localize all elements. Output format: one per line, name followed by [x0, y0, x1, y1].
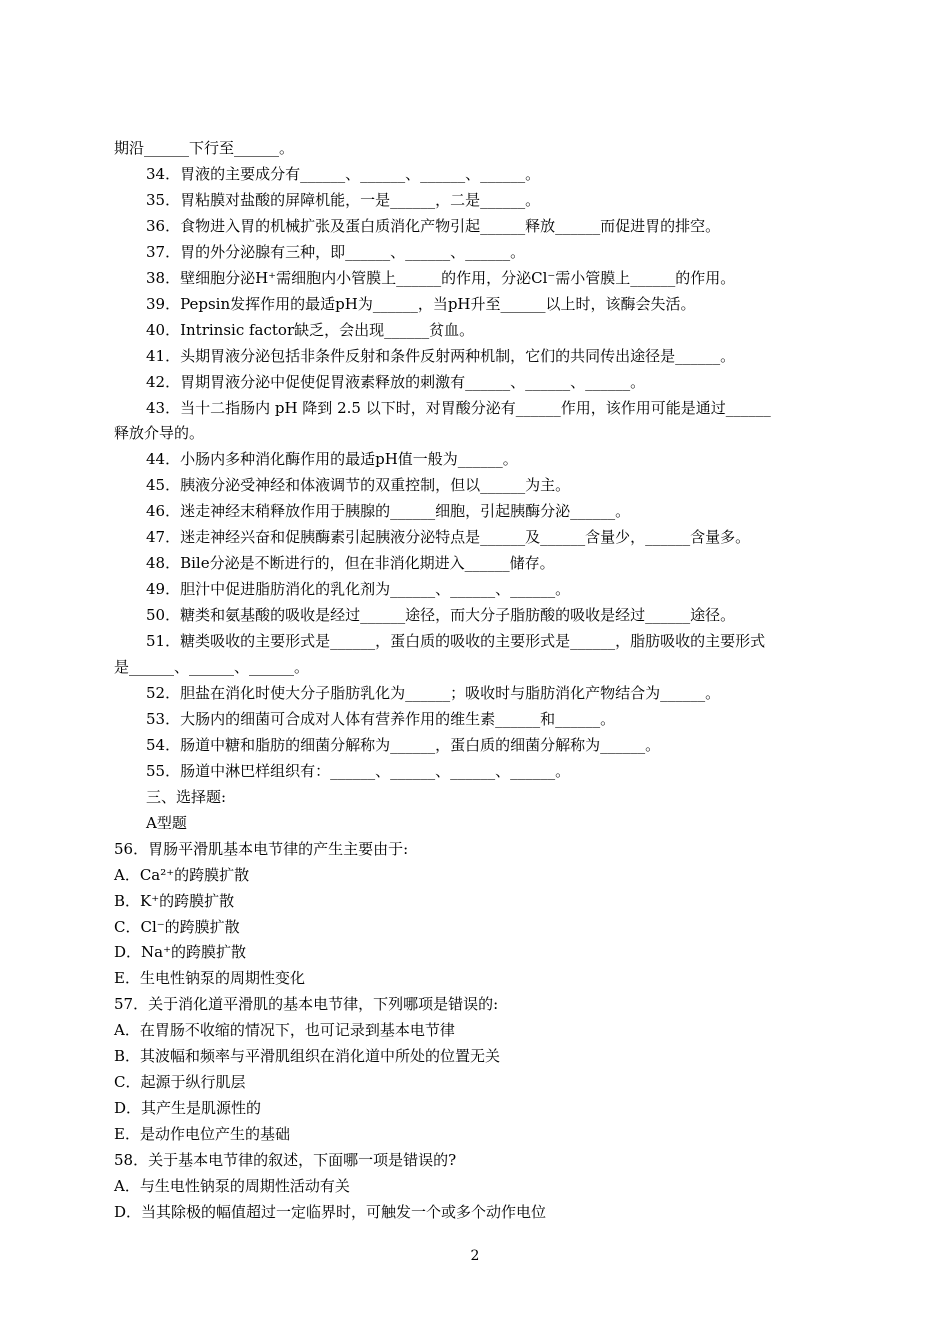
- text-line: A型题: [146, 813, 187, 832]
- text-line: 46．迷走神经末稍释放作用于胰腺的______细胞，引起胰酶分泌______。: [146, 502, 631, 521]
- text-line: 57．关于消化道平滑肌的基本电节律，下列哪项是错误的:: [114, 995, 499, 1014]
- text-line: 期沿______下行至______。: [114, 139, 295, 157]
- text-line: 三、选择题:: [146, 787, 227, 806]
- text-line: B．其波幅和频率与平滑肌组织在消化道中所处的位置无关: [114, 1047, 501, 1066]
- text-line: 释放介导的。: [114, 424, 205, 443]
- text-line: 36．食物进入胃的机械扩张及蛋白质消化产物引起______释放______而促进胃的排空。: [146, 216, 721, 235]
- text-line: 34．胃液的主要成分有______、______、______、______。: [146, 164, 541, 183]
- text-line: 54．肠道中糖和脂肪的细菌分解称为______，蛋白质的细菌分解称为______。: [146, 735, 661, 754]
- text-line: C．Cl⁻的跨膜扩散: [114, 917, 240, 936]
- text-line: 是______、______、______。: [114, 658, 310, 676]
- text-line: C．起源于纵行肌层: [114, 1073, 246, 1092]
- text-line: 51．糖类吸收的主要形式是______，蛋白质的吸收的主要形式是______，脂肪吸收的主要形式: [146, 632, 766, 651]
- text-line: 39．Pepsin发挥作用的最适pH为______，当pH升至______以上时，该酶会失活。: [146, 294, 696, 313]
- text-line: 35．胃粘膜对盐酸的屏障机能，一是______，二是______。: [146, 190, 541, 209]
- text-line: 56．胃肠平滑肌基本电节律的产生主要由于:: [114, 839, 409, 858]
- text-line: B．K⁺的跨膜扩散: [114, 891, 235, 910]
- text-line: A．Ca²⁺的跨膜扩散: [114, 865, 250, 884]
- text-line: A．在胃肠不收缩的情况下，也可记录到基本电节律: [114, 1021, 455, 1040]
- text-line: D．其产生是肌源性的: [114, 1099, 262, 1118]
- text-line: 41．头期胃液分泌包括非条件反射和条件反射两种机制，它们的共同传出途径是______。: [146, 346, 736, 365]
- text-line: E．生电性钠泵的周期性变化: [114, 969, 305, 988]
- text-line: 47．迷走神经兴奋和促胰酶素引起胰液分泌特点是______及______含量少，______含量多。: [146, 528, 751, 547]
- text-line: 38．壁细胞分泌H⁺需细胞内小管膜上______的作用，分泌Cl⁻需小管膜上______的作用。: [146, 268, 736, 287]
- text-line: 40．Intrinsic factor缺乏，会出现______贫血。: [146, 320, 475, 339]
- text-line: 45．胰液分泌受神经和体液调节的双重控制，但以______为主。: [146, 476, 571, 495]
- text-line: 55．肠道中淋巴样组织有：______、______、______、______。: [146, 761, 571, 780]
- text-line: 37．胃的外分泌腺有三种，即______、______、______。: [146, 242, 526, 261]
- text-line: 43．当十二指肠内 pH 降到 2.5 以下时，对胃酸分泌有______作用，该作用可能是通过______: [146, 398, 771, 417]
- text-line: 58．关于基本电节律的叙述，下面哪一项是错误的?: [114, 1151, 457, 1170]
- text-line: 49．胆汁中促进脂肪消化的乳化剂为______、______、______。: [146, 580, 571, 599]
- page-number: 2: [470, 1248, 480, 1264]
- text-line: 48．Bile分泌是不断进行的，但在非消化期进入______储存。: [146, 554, 555, 573]
- text-line: 44．小肠内多种消化酶作用的最适pH值一般为______。: [146, 450, 518, 469]
- text-line: 53．大肠内的细菌可合成对人体有营养作用的维生素______和______。: [146, 709, 616, 728]
- text-line: 50．糖类和氨基酸的吸收是经过______途径，而大分子脂肪酸的吸收是经过______途径。: [146, 606, 736, 625]
- text-line: 42．胃期胃液分泌中促使促胃液素释放的刺激有______、______、______。: [146, 372, 646, 391]
- text-line: 52．胆盐在消化时使大分子脂肪乳化为______；吸收时与脂肪消化产物结合为______。: [146, 683, 721, 702]
- text-line: D．当其除极的幅值超过一定临界时，可触发一个或多个动作电位: [114, 1202, 547, 1221]
- text-line: E．是动作电位产生的基础: [114, 1125, 290, 1144]
- text-line: A．与生电性钠泵的周期性活动有关: [114, 1177, 350, 1195]
- text-line: D．Na⁺的跨膜扩散: [114, 943, 247, 962]
